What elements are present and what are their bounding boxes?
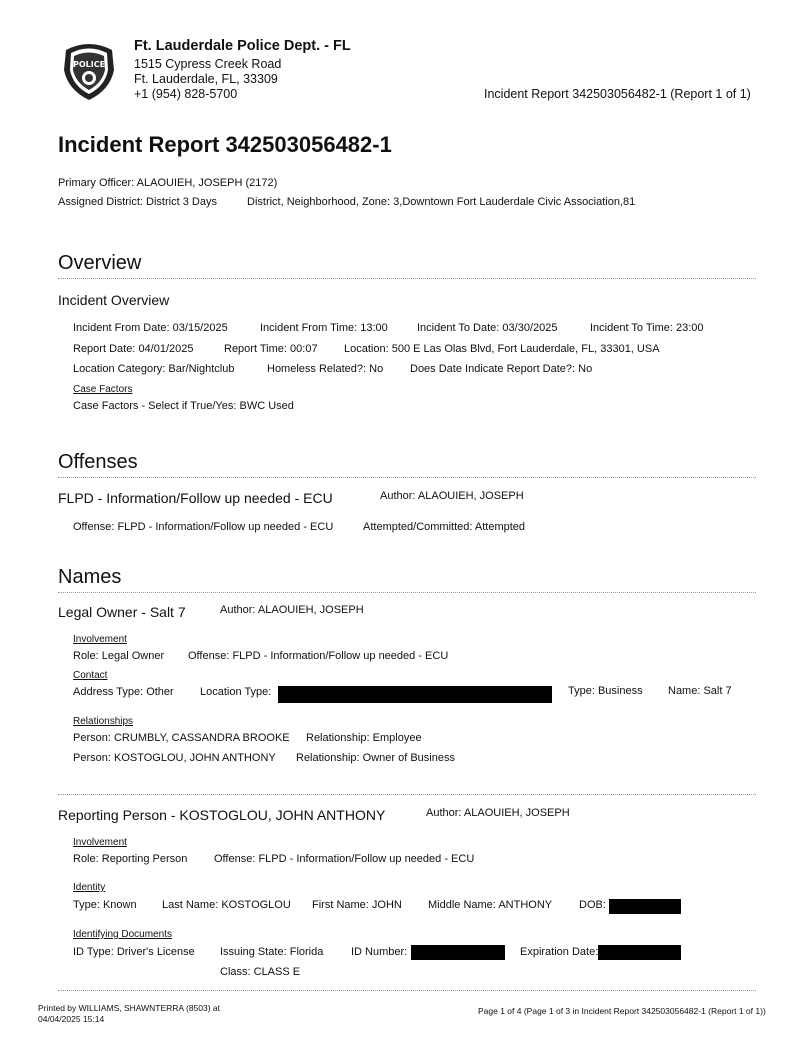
from-date-label: Incident From Date: [73, 322, 170, 334]
report-time-label: Report Time: [224, 343, 287, 355]
involvement-subheading: Involvement [73, 837, 127, 848]
report-time-value: 00:07 [290, 343, 318, 355]
homeless-related [267, 363, 383, 375]
reporting-person-author [426, 807, 570, 819]
owner-type [568, 685, 643, 697]
expiration-date-label: Expiration Date: [520, 946, 599, 958]
attempted-value: Attempted [474, 521, 526, 533]
id-type-label: ID Type: [73, 946, 114, 958]
printed-at: 04/04/2025 15:14 [38, 1014, 105, 1024]
incident-to-time [590, 322, 704, 334]
author-value: ALAOUIEH, JOSEPH [417, 490, 524, 502]
from-time-label: Incident From Time: [260, 322, 358, 334]
incident-from-date [73, 322, 228, 334]
to-date-label: Incident To Date: [417, 322, 500, 334]
offense-value: FLPD - Information/Follow up needed - ECU [258, 853, 475, 865]
class-value: CLASS E [253, 966, 301, 978]
offenses-heading: Offenses [58, 451, 138, 473]
agency-address-line2: Ft. Lauderdale, FL, 33309 [134, 72, 278, 86]
role-value: Reporting Person [101, 853, 188, 865]
contact-subheading: Contact [73, 670, 108, 681]
name-label: Name: [668, 685, 701, 697]
offense-label: Offense: [214, 853, 256, 865]
incident-to-date [417, 322, 557, 334]
overview-heading: Overview [58, 252, 142, 274]
legal-owner-author [220, 604, 364, 616]
reporter-offense [214, 853, 474, 865]
printed-by: Printed by WILLIAMS, SHAWNTERRA (8503) at [38, 1003, 221, 1013]
role-label: Role: [73, 650, 99, 662]
incident-location [344, 343, 660, 355]
offense-label: Offense: [188, 650, 230, 662]
location-value: 500 E Las Olas Blvd, Fort Lauderdale, FL, 33301, USA [391, 343, 660, 355]
names-heading: Names [58, 566, 122, 588]
report-date-label: Report Date: [73, 343, 136, 355]
last-name-label: Last Name: [162, 899, 219, 911]
relationship-label: Relationship: [296, 752, 360, 764]
incident-from-time [260, 322, 388, 334]
relationship-person-1 [73, 732, 290, 744]
issuing-state-value: Florida [289, 946, 324, 958]
district-value: District 3 Days [146, 196, 217, 208]
report-date [73, 343, 194, 355]
role-value: Legal Owner [101, 650, 165, 662]
redaction-bar [411, 945, 505, 960]
id-type [73, 946, 195, 958]
page-title: Incident Report 342503056482-1 [58, 132, 392, 157]
agency-name: Ft. Lauderdale Police Dept. - FL [134, 38, 351, 54]
author-value: ALAOUIEH, JOSEPH [463, 807, 570, 819]
id-number-label: ID Number: [351, 946, 408, 958]
person-value: KOSTOGLOU, JOHN ANTHONY [113, 752, 276, 764]
primary-officer-value: ALAOUIEH, JOSEPH (2172) [136, 177, 278, 189]
primary-officer-label: Primary Officer: [58, 177, 135, 189]
relationships-subheading: Relationships [73, 716, 134, 727]
to-time-label: Incident To Time: [590, 322, 673, 334]
case-factors-label: Case Factors - Select if True/Yes: [73, 400, 237, 412]
date-indicates-report [410, 363, 592, 375]
identifying-documents-subheading: Identifying Documents [73, 929, 172, 940]
incident-overview-heading: Incident Overview [58, 292, 170, 308]
reporter-role [73, 853, 187, 865]
date-indicates-label: Does Date Indicate Report Date?: [410, 363, 576, 375]
author-value: ALAOUIEH, JOSEPH [257, 604, 364, 616]
owner-offense [188, 650, 448, 662]
owner-role [73, 650, 164, 662]
report-reference: Incident Report 342503056482-1 (Report 1 of 1) [484, 87, 751, 101]
address-type-label: Address Type: [73, 686, 144, 698]
offense-value: FLPD - Information/Follow up needed - ECU [117, 521, 334, 533]
redaction-bar [609, 899, 681, 914]
identity-subheading: Identity [73, 882, 106, 893]
zone-label: District, Neighborhood, Zone: [247, 196, 391, 208]
case-factors-subheading: Case Factors [73, 384, 133, 395]
relationship-value: Owner of Business [362, 752, 455, 764]
type-label: Type: [568, 685, 595, 697]
type-label: Type: [73, 899, 100, 911]
offense-author [380, 490, 524, 502]
from-date-value: 03/15/2025 [172, 322, 228, 334]
location-label: Location: [344, 343, 389, 355]
id-type-value: Driver's License [116, 946, 195, 958]
from-time-value: 13:00 [360, 322, 388, 334]
location-category-value: Bar/Nightclub [168, 363, 235, 375]
relationship-1 [306, 732, 422, 744]
middle-name-label: Middle Name: [428, 899, 496, 911]
section-divider [58, 477, 756, 478]
primary-officer [58, 177, 277, 189]
report-date-value: 04/01/2025 [138, 343, 194, 355]
case-factors-value: BWC Used [239, 400, 294, 412]
to-date-value: 03/30/2025 [502, 322, 558, 334]
offense-value: FLPD - Information/Follow up needed - ECU [232, 650, 449, 662]
first-name-label: First Name: [312, 899, 369, 911]
address-type-value: Other [146, 686, 174, 698]
last-name [162, 899, 291, 911]
involvement-subheading: Involvement [73, 634, 127, 645]
offense-label: Offense: [73, 521, 115, 533]
location-category [73, 363, 234, 375]
first-name-value: JOHN [371, 899, 402, 911]
section-divider [58, 278, 756, 279]
issuing-state [220, 946, 323, 958]
dob-label: DOB: [579, 899, 606, 911]
section-divider [58, 592, 756, 593]
license-class [220, 966, 300, 978]
redaction-bar [598, 945, 681, 960]
district-label: Assigned District: [58, 196, 143, 208]
owner-address-type [73, 686, 174, 698]
author-label: Author: [426, 807, 462, 819]
identity-type [73, 899, 137, 911]
role-label: Role: [73, 853, 99, 865]
relationship-person-2 [73, 752, 276, 764]
assigned-district [58, 196, 217, 208]
relationship-value: Employee [372, 732, 422, 744]
attempted-label: Attempted/Committed: [363, 521, 473, 533]
first-name [312, 899, 402, 911]
report-time [224, 343, 318, 355]
police-badge-icon [60, 40, 118, 102]
type-value: Business [597, 685, 643, 697]
page-number: Page 1 of 4 (Page 1 of 3 in Incident Report 342503056482-1 (Report 1 of 1)) [478, 1006, 766, 1016]
relationship-2 [296, 752, 455, 764]
author-label: Author: [380, 490, 416, 502]
homeless-label: Homeless Related?: [267, 363, 367, 375]
owner-name [668, 685, 732, 697]
class-label: Class: [220, 966, 251, 978]
offense-title: FLPD - Information/Follow up needed - ECU [58, 490, 333, 506]
badge-text: POLICE [72, 60, 106, 69]
location-category-label: Location Category: [73, 363, 166, 375]
footer-divider [58, 990, 756, 991]
relationship-label: Relationship: [306, 732, 370, 744]
date-indicates-value: No [578, 363, 593, 375]
case-factors [73, 400, 294, 412]
district-zone [247, 196, 635, 208]
person-label: Person: [73, 732, 111, 744]
attempted-committed [363, 521, 525, 533]
reporting-person-title: Reporting Person - KOSTOGLOU, JOHN ANTHONY [58, 807, 386, 823]
zone-value: 3,Downtown Fort Lauderdale Civic Association,81 [393, 196, 636, 208]
homeless-value: No [369, 363, 384, 375]
legal-owner-title: Legal Owner - Salt 7 [58, 604, 186, 620]
to-time-value: 23:00 [676, 322, 704, 334]
middle-name-value: ANTHONY [498, 899, 553, 911]
issuing-state-label: Issuing State: [220, 946, 287, 958]
owner-location-type-label: Location Type: [200, 686, 272, 698]
last-name-value: KOSTOGLOU [221, 899, 291, 911]
redaction-bar [278, 686, 552, 703]
person-value: CRUMBLY, CASSANDRA BROOKE [113, 732, 290, 744]
author-label: Author: [220, 604, 256, 616]
agency-phone: +1 (954) 828-5700 [134, 87, 238, 101]
person-label: Person: [73, 752, 111, 764]
type-value: Known [102, 899, 137, 911]
name-value: Salt 7 [703, 685, 732, 697]
offense-row [73, 521, 333, 533]
middle-name [428, 899, 552, 911]
section-divider [58, 794, 756, 795]
agency-address-line1: 1515 Cypress Creek Road [134, 57, 282, 71]
